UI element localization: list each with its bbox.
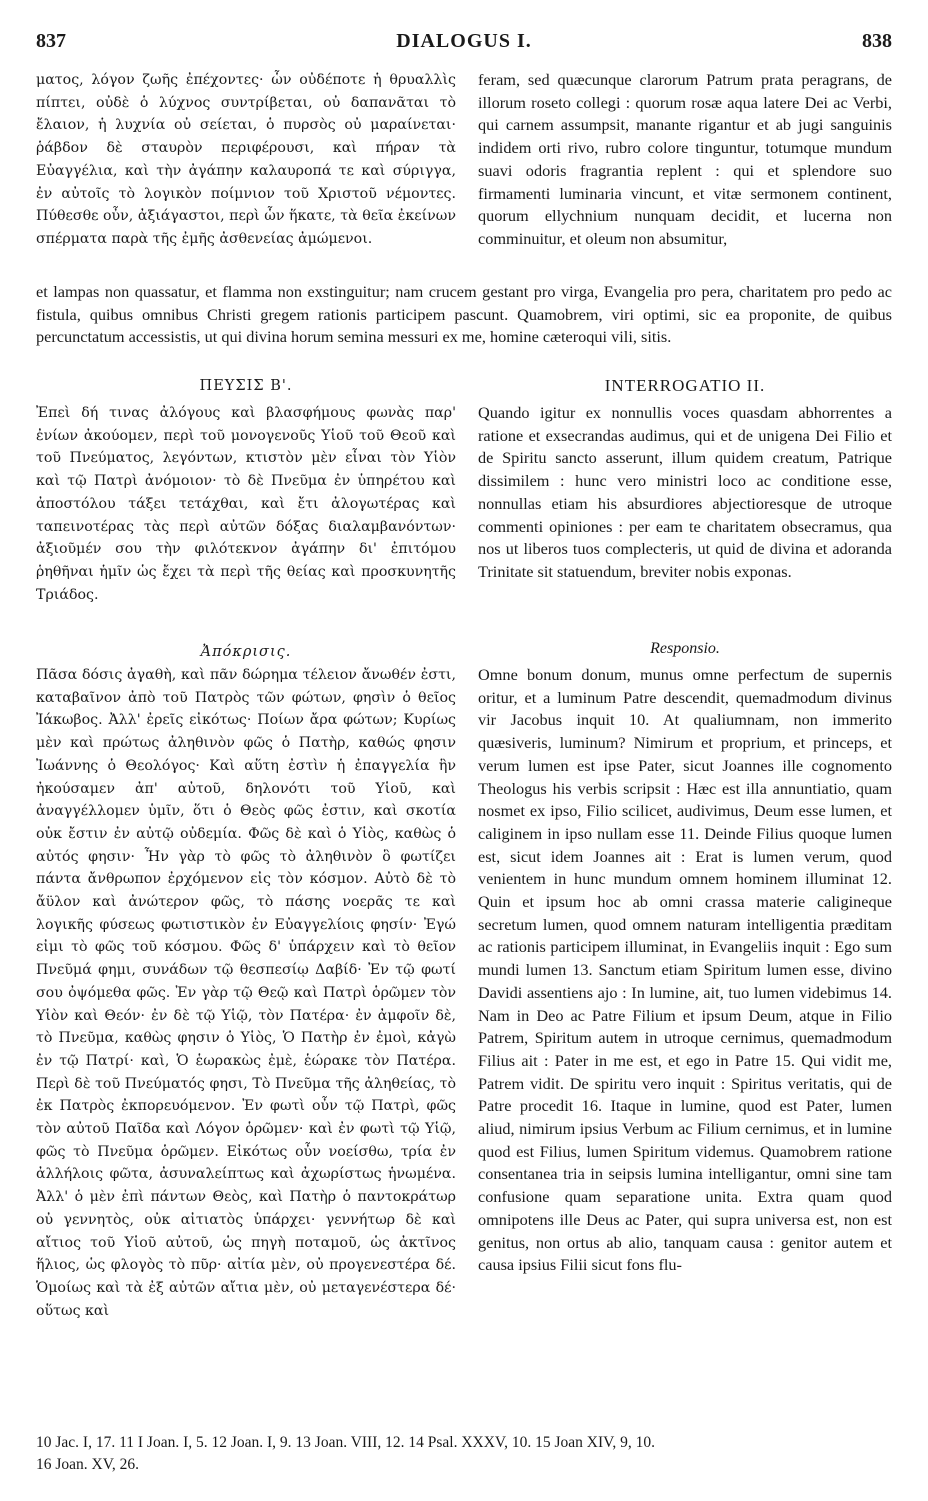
greek-question-heading: ΠΕΥΣΙΣ Β'.	[199, 378, 293, 394]
footnotes	[36, 1432, 892, 1476]
running-header	[36, 30, 892, 60]
latin-answer-text: Omne bonum donum, munus omne perfectum de supernis oritur, et a luminum Patre descendit, quemadmodum divinus vir Jacobus inquit 10. At qualiumnam, non immerito quæsiveris, luminum? Nimirum et proprium, et princeps, et verum lumen est ipse Pater, sicut Joannes ille cognomento Theologus his verbis scripsit : Hæc est illa annuntiatio, quam nosmet ex ipso, Filio scilicet, audivimus, Deum esse lumen, et caliginem in ipso nullam esse 11. Deinde Filius quoque lumen est, sicut idem Joannes ait : Erat is lumen verum, quod venientem in hunc mundum omnem hominem illuminat 12. Quin et ipsum hoc ab omni crassa materie caligineque secretum lumen, quod omnem naturam intelligentia præditam ac rationis participem illuminat, in Evangeliis inquit : Ego sum mundi lumen 13. Sanctum etiam Spiritum lumen esse, divino Davidi assentiens ajo : In lumine, ait, tuo lumen videbimus 14. Nam in Deo ac Patre Filium et ipsum Deum, atque in Filio Patrem, Spiritum autem in utroque cernimus, quemadmodum Filius ait : Pater in me est, et ego in Patre 15. Qui vidit me, Patrem vidit. De spiritu vero inquit : Spiritus veritatis, qui de Patre procedit 16. Itaque in lumine, quod est Pater, lumen aliud, nimirum ipsius Verbum ac Filium cernimus, et in lumine quod est Filius, lumen Spiritum videmus. Quamobrem ratione consentanea tria in seipsis lumina intelligantur, omni sine tam confusione quam separatione unita. Extra quam quod omnipotens ille Deus ac Pater, qui supra universa est, non est genitus, non ortus ab alio, tanquam causa : genitor autem et causa ipsius Filii sicut fons flu-	[478, 665, 892, 1275]
page-number-right: 838	[862, 30, 892, 52]
latin-question-text: Quando igitur ex nonnullis voces quasdam abhorrentes a ratione et exsecrandas audimus, qui et de unigena Dei Filio et de Spiritu sancto asserunt, illum quidem creatum, Patrique dissimilem : hunc vero ministri loco ac conditione esse, nonnullas etiam his absurdiores abjectioresque de utroque commenti opiniones : per eam te charitatem obsecramus, qua nos ut liberos tuos complecteris, ut quid de divina et adoranda Trinitate sit statuendum, breviter nobis exponas.	[478, 403, 892, 581]
running-title: DIALOGUS I.	[396, 30, 532, 52]
greek-question-text: Ἐπεὶ δή τινας ἀλόγους καὶ βλασφήμους φωνὰς παρ' ἐνίων ἀκούομεν, περὶ τοῦ μονογενοῦς Υἱοῦ τοῦ Θεοῦ καὶ τοῦ Πνεύματος, λεγόντων, κτιστὸν μὲν εἶναι τὸν Υἱὸν καὶ τῷ Πατρὶ ἀνόμοιον· τὸ δὲ Πνεῦμα ἐν ὑπηρέτου καὶ ἀποστόλου τάξει τετάχθαι, καὶ ἔτι ἀλογωτέρας καὶ ταπεινοτέρας τὰς περὶ αὐτῶν δόξας διαλαμβανόντων· ἀξιοῦμέν σου τὴν φιλότεκνον ἀγάπην δι' ἐπιτόμου ῥηθῆναι ἡμῖν ὡς ἔχει τὰ περὶ τῆς θείας καὶ προσκυνητῆς Τριάδος.	[36, 405, 456, 603]
latin-answer-heading: Responsio.	[650, 640, 720, 657]
latin-full-width-text: et lampas non quassatur, et flamma non exstinguitur; nam crucem gestant pro virga, Evangelia pro pera, charitatem pro pedo ac fistula, quibus omnibus Christi gregem rationis participem pascunt. Quamobrem, viri optimi, sic ea proponite, de quibus percunctatum accessistis, ut qui divina horum semina messuri ex me, homine cæteroqui vili, sitis.	[36, 282, 892, 347]
footnote-line: 10 Jac. I, 17. 11 I Joan. I, 5. 12 Joan. I, 9. 13 Joan. VIII, 12. 14 Psal. XXXV, 10. 15 Joan XIV, 9, 10.	[36, 1434, 655, 1451]
latin-question-heading: INTERROGATIO II.	[604, 376, 766, 395]
latin-top-text: feram, sed quæcunque clarorum Patrum prata peragrans, de illorum roseto collegi : quorum rosæ aqua latere Dei ac Verbi, qui carnem assumpsit, manante rigantur et ab jugi sanguinis indidem orti rivo, rubro colore tinguntur, totumque mundum suavi odoris fragrantia replent : qui et splendore suo firmamenti luminaria vincunt, et vitæ sermonem continent, quorum ellychnium nunquam decidit, et lucerna non comminuitur, et oleum non absumitur,	[478, 70, 892, 248]
footnote-line: 16 Joan. XV, 26.	[36, 1456, 140, 1473]
page-number-left: 837	[36, 30, 66, 52]
greek-top-text: ματος, λόγον ζωῆς ἐπέχοντες· ὧν οὐδέποτε ἡ θρυαλλὶς πίπτει, οὐδὲ ὁ λύχνος συντρίβεται, οὐ δαπανᾶται τὸ ἔλαιον, ἡ λυχνία οὐ σείεται, ὁ πυρσὸς οὐ μαραίνεται· ῥάβδον δὲ σταυρὸν περιφέρουσι, καὶ πήραν τὰ Εὐαγγέλια, καὶ τὴν ἀγάπην καλαυροπά τε καὶ σύριγγα, ἐν αὐτοῖς τὸ λογικὸν ποίμνιον τοῦ Χριστοῦ νέμοντες. Πύθεσθε οὖν, ἀξιάγαστοι, περὶ ὧν ἥκατε, τὰ θεῖα ἐκείνων σπέρματα παρὰ τῆς ἐμῆς ἀσθενείας ἀμώμενοι.	[36, 72, 456, 247]
greek-answer-heading: Ἀπόκρισις.	[200, 644, 292, 660]
greek-answer-text: Πᾶσα δόσις ἀγαθὴ, καὶ πᾶν δώρημα τέλειον ἄνωθέν ἐστι, καταβαῖνον ἀπὸ τοῦ Πατρὸς τῶν φώτων, φησὶν ὁ θεῖος Ἰάκωβος. Ἀλλ' ἐρεῖς εἰκότως· Ποίων ἄρα φώτων; Κυρίως μὲν καὶ πρώτως ἀληθινὸν φῶς ὁ Πατὴρ, καθώς φησιν Ἰωάννης ὁ Θεολόγος· Καὶ αὕτη ἐστὶν ἡ ἐπαγγελία ἣν ἠκούσαμεν ἀπ' αὐτοῦ, δηλονότι τοῦ Υἱοῦ, καὶ ἀναγγέλλομεν ὑμῖν, ὅτι ὁ Θεὸς φῶς ἐστιν, καὶ σκοτία οὐκ ἔστιν ἐν αὐτῷ οὐδεμία. Φῶς δὲ καὶ ὁ Υἱὸς, καθὼς ὁ αὐτός φησιν· Ἦν γὰρ τὸ φῶς τὸ ἀληθινὸν ὃ φωτίζει πάντα ἄνθρωπον ἐρχόμενον εἰς τὸν κόσμον. Αὐτὸ δὲ τὸ ἄϋλον καὶ ἀνώτερον φῶς, τὸ πάσης νοερᾶς τε καὶ λογικῆς φύσεως φωτιστικὸν ἐν Εὐαγγελίοις φησίν· Ἐγώ εἰμι τὸ φῶς τοῦ κόσμου. Φῶς δ' ὑπάρχειν καὶ τὸ θεῖον Πνεῦμά φημι, συνάδων τῷ θεσπεσίῳ Δαβίδ· Ἐν τῷ φωτί σου ὀψόμεθα φῶς. Ἐν γὰρ τῷ Θεῷ καὶ Πατρὶ ὁρῶμεν τὸν Υἱὸν καὶ Θεόν· ἐν δὲ τῷ Υἱῷ, τὸν Πατέρα· ἐν ἀμφοῖν δὲ, τὸ Πνεῦμα, καθὼς φησιν ὁ Υἱὸς, Ὁ Πατὴρ ἐν ἐμοὶ, κἀγὼ ἐν τῷ Πατρί· καὶ, Ὁ ἑωρακὼς ἐμὲ, ἑώρακε τὸν Πατέρα. Περὶ δὲ τοῦ Πνεύματός φησι, Τὸ Πνεῦμα τῆς ἀληθείας, τὸ ἐκ Πατρὸς ἐκπορευόμενον. Ἐν φωτὶ οὖν τῷ Πατρὶ, φῶς τὸν αὐτοῦ Παῖδα καὶ Λόγον ὁρῶμεν· καὶ ἐν φωτὶ τῷ Υἱῷ, φῶς τὸ Πνεῦμα ὁρῶμεν. Εἰκότως οὖν νοείσθω, τρία ἐν ἀλλήλοις φῶτα, ἀσυναλείπτως καὶ ἀχωρίστως ἡνωμένα. Ἀλλ' ὁ μὲν ἐπὶ πάντων Θεὸς, καὶ Πατὴρ ὁ παντοκράτωρ οὐ γεννητὸς, οὐκ αἰτιατὸς ὑπάρχει· γεννήτωρ δὲ καὶ αἴτιος τοῦ Υἱοῦ αὐτοῦ, ὡς πηγὴ ποταμοῦ, ὡς ἀκτῖνος ἥλιος, ὡς φλογὸς τὸ πῦρ· αἰτία μὲν, οὐ προγενεστέρα δέ. Ὁμοίως καὶ τὰ ἐξ αὐτῶν αἴτια μὲν, οὐ μεταγενέστερα δέ· οὕτως καὶ	[36, 667, 456, 1319]
